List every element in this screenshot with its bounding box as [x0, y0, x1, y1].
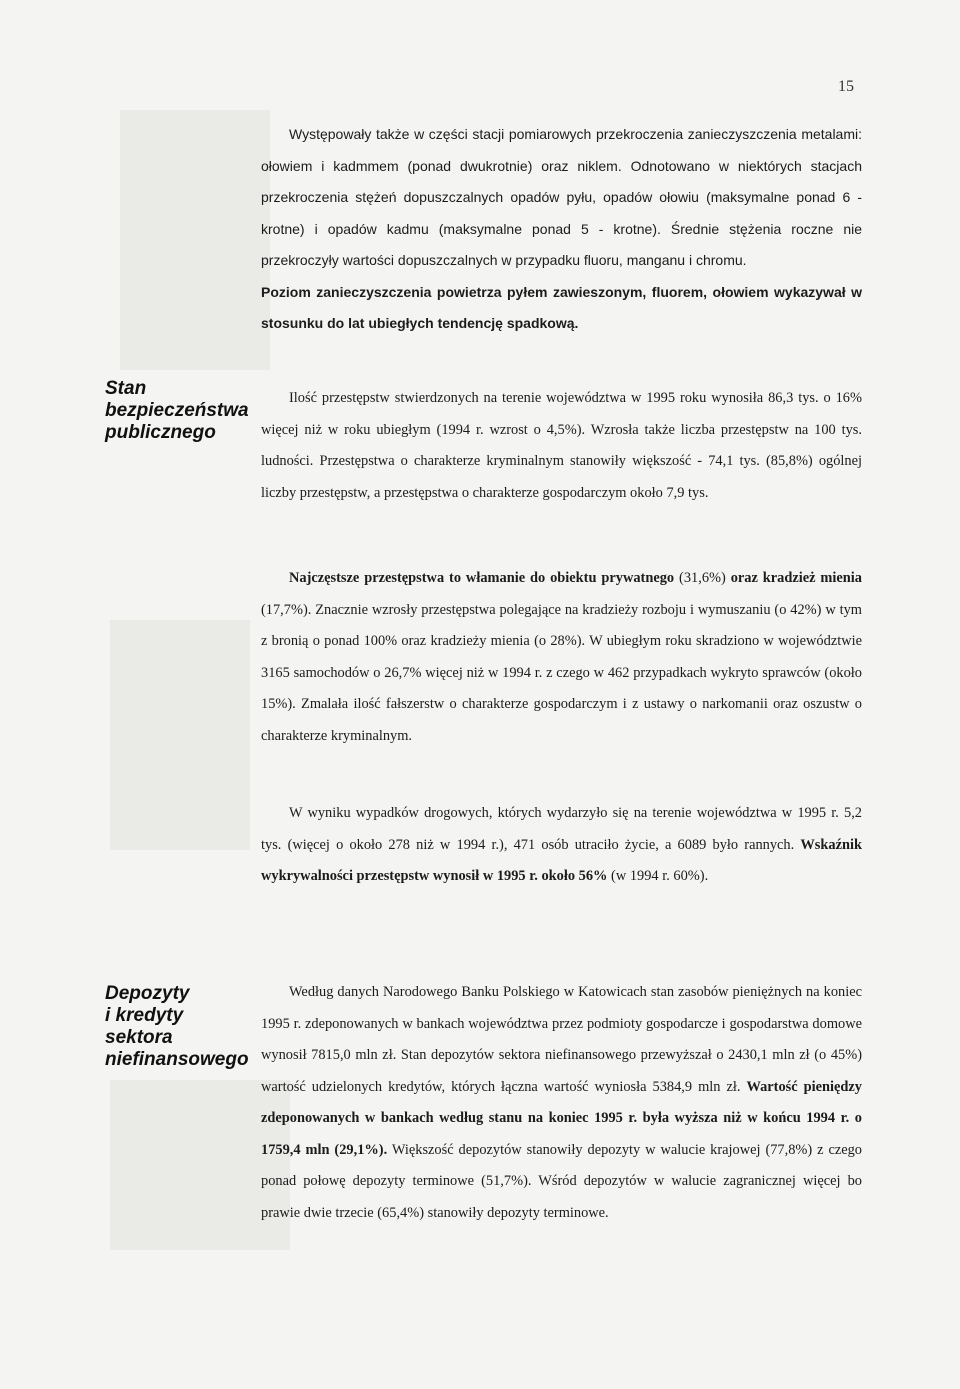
- bold-phrase: Wskaźnik wykrywalności przestępstw wynosił w 1995 r. około 56%: [261, 836, 862, 884]
- heading-public-safety: [105, 378, 249, 444]
- page-number: 15: [838, 78, 854, 95]
- paragraph-air-trend: Poziom zanieczyszczenia powietrza pyłem zawieszonym, fluorem, ołowiem wykazywał w stosunku do lat ubiegłych tendencję spadkową.: [261, 283, 862, 331]
- paragraph-crime-types: [261, 563, 862, 752]
- paragraph-deposits: [261, 977, 862, 1229]
- heading-deposits-credits: [105, 983, 249, 1071]
- section-crime-types: [261, 563, 862, 752]
- bold-phrase: Najczęstsze przestępstwa to włamanie do obiektu prywatnego: [289, 570, 675, 586]
- paragraph-air-metals: Występowały także w części stacji pomiarowych przekroczenia zanieczyszczenia metalami: ołowiem i kadmmem (ponad dwukrotnie) oraz niklem. Odnotowano w niektórych stacjach przekroczenia stężeń dopuszczalnych opadów pyłu, opadów ołowiu (maksymalne ponad 6 - krotne) i opadów kadmu (maksymalne ponad 5 - krotne). Średnie stężenia roczne nie przekroczyły wartości dopuszczalnych w przypadku fluoru, manganu i chromu.: [261, 126, 862, 268]
- bold-phrase: oraz kradzież mienia: [730, 570, 862, 586]
- heading-line: bezpieczeństwa: [105, 400, 249, 421]
- heading-line: i kredyty: [105, 1005, 184, 1026]
- text-run: Większość depozytów stanowiły depozyty w walucie krajowej (77,8%) z czego ponad połowę depozyty terminowe (51,7%). Wśród depozytów w walucie zagranicznej więcej bo prawie dwie trzecie (65,4%) stanowiły depozyty terminowe.: [261, 1141, 862, 1221]
- text-run: (31,6%): [674, 570, 731, 586]
- bold-phrase: Wartość pieniędzy zdeponowanych w bankach według stanu na koniec 1995 r. była wyższa niż w końcu 1994 r. o 1759,4 mln (29,1%).: [261, 1078, 862, 1158]
- bleed-through-shade: [120, 110, 270, 370]
- text-run: W wyniku wypadków drogowych, których wydarzyło się na terenie województwa w 1995 r. 5,2 tys. (więcej o około 278 niż w 1994 r.), 471 osób utraciło życie, a 6089 było rannych.: [261, 805, 862, 853]
- paragraph-crime-count: Ilość przestępstw stwierdzonych na terenie województwa w 1995 roku wynosiła 86,3 tys. o 16% więcej niż w roku ubiegłym (1994 r. wzrost o 4,5%). Wzrosła także liczba przestępstw na 100 tys. ludności. Przestępstwa o charakterze kryminalnym stanowiły większość - 74,1 tys. (85,8%) ogólnej liczby przestępstw, a przestępstwa o charakterze gospodarczym około 7,9 tys.: [261, 390, 862, 501]
- text-run: Według danych Narodowego Banku Polskiego w Katowicach stan zasobów pieniężnych na koniec 1995 r. zdeponowanych w bankach województwa przez podmioty gospodarcze i gospodarstwa domowe wynosił 7815,0 mln zł. Stan depozytów sektora niefinansowego przewyższał o 2430,1 mln zł (o 45%) wartość udzielonych kredytów, których łączna wartość wyniosła 5384,9 mln zł.: [261, 984, 862, 1095]
- paragraph-traffic-accidents: [261, 798, 862, 893]
- section-air-quality: [261, 119, 862, 340]
- bleed-through-shade: [110, 620, 250, 850]
- heading-line: Depozyty: [105, 983, 190, 1004]
- text-run: (17,7%). Znacznie wzrosły przestępstwa polegające na kradzieży rozboju i wymuszaniu (o 42%) w tym z bronią o ponad 100% oraz kradzieży mienia (o 28%). W ubiegłym roku skradziono w województwie 3165 samochodów o 26,7% więcej niż w 1994 r. z czego w 462 przypadkach wykryto sprawców (około 15%). Zmalała ilość fałszerstw o charakterze gospodarczym i z ustawy o narkomanii oraz oszustw o charakterze kryminalnym.: [261, 601, 862, 744]
- section-public-safety: [261, 383, 862, 509]
- heading-line: Stan: [105, 378, 147, 399]
- heading-line: niefinansowego: [105, 1049, 249, 1070]
- text-run: (w 1994 r. 60%).: [607, 868, 709, 884]
- section-deposits-credits: [261, 977, 862, 1229]
- heading-line: sektora: [105, 1027, 173, 1048]
- section-traffic-accidents: [261, 798, 862, 893]
- heading-line: publicznego: [105, 422, 216, 443]
